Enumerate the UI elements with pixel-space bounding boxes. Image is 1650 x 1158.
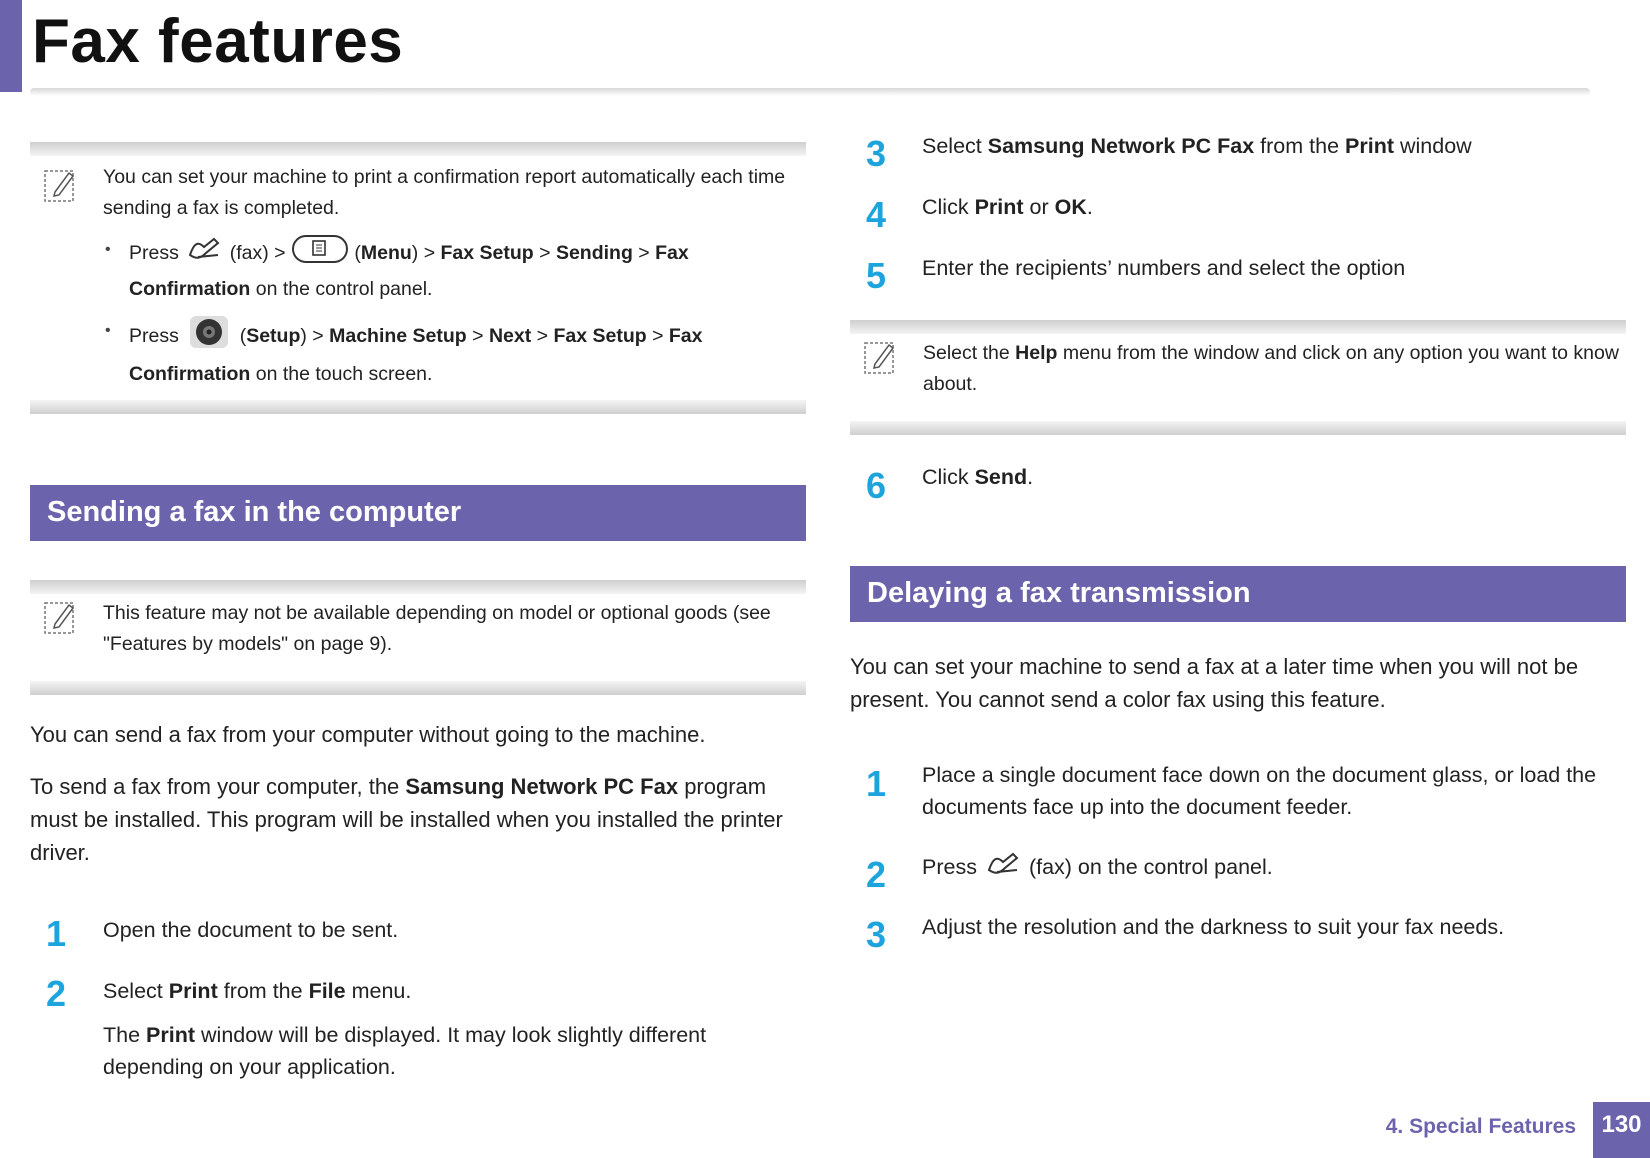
chapter-label: 4. Special Features <box>1385 1115 1576 1138</box>
print-label: Print <box>974 195 1024 219</box>
step-item <box>922 461 1622 493</box>
note-text: This feature may not be available depending on model or optional goods (see "Features by models" on page 9). <box>103 602 771 655</box>
step-text: window <box>1400 134 1472 158</box>
fax-confirmation-label: Fax Confirmation <box>129 242 689 300</box>
step-text: from the <box>1260 134 1340 158</box>
note-text: menu from the window and click on any option you want to know about. <box>923 342 1619 395</box>
next-label: Next <box>488 325 532 348</box>
fax-setup-label: Fax Setup <box>553 325 647 348</box>
requirement-paragraph <box>30 770 808 869</box>
separator: > <box>539 242 551 265</box>
note-bottom-rule <box>850 421 1626 435</box>
step-text: Click <box>922 465 969 489</box>
bullet-text: (fax) > <box>229 242 286 265</box>
step-number: 3 <box>866 914 887 955</box>
step-text: Adjust the resolution and the darkness to suit your fax needs. <box>922 915 1505 939</box>
page-title: Fax features <box>32 7 404 76</box>
note-box-availability <box>30 580 806 695</box>
fax-icon <box>983 850 1023 887</box>
program-name: Samsung Network PC Fax <box>405 774 679 799</box>
step-text: (fax) on the control panel. <box>1028 855 1273 880</box>
bullet-text: on the touch screen. <box>255 363 433 385</box>
step-text: Click <box>922 195 969 219</box>
note-box-confirmation <box>30 142 806 414</box>
note-text: You can set your machine to print a confirmation report automatically each time sending a fax is completed. <box>103 166 786 219</box>
print-label: Print <box>146 1023 196 1047</box>
list-item-touch-screen <box>103 315 806 390</box>
step-text: The <box>103 1023 141 1047</box>
page-number: 130 <box>1593 1102 1650 1158</box>
bullet-text: on the control panel. <box>255 278 433 300</box>
fax-icon <box>184 235 224 273</box>
file-label: File <box>308 979 346 1003</box>
delay-intro-paragraph: You can set your machine to send a fax at a later time when you will not be present. You cannot send a color fax using this feature. <box>850 654 1579 712</box>
step-text: Press <box>922 855 977 880</box>
step-number: 5 <box>866 255 887 296</box>
note-icon <box>44 600 76 636</box>
note-text: Select the <box>923 342 1010 364</box>
step-text: window will be displayed. It may look slightly different depending on your application. <box>103 1023 707 1079</box>
step-item <box>922 850 1622 887</box>
note-top-rule <box>850 320 1626 334</box>
step-item <box>922 130 1622 162</box>
step-item <box>922 191 1622 223</box>
separator: > <box>536 325 549 348</box>
step-number: 1 <box>46 913 67 954</box>
program-name: Samsung Network PC Fax <box>987 134 1255 158</box>
section-heading-sending-fax: Sending a fax in the computer <box>30 485 806 541</box>
menu-button-icon <box>291 234 349 274</box>
note-bottom-rule <box>30 681 806 695</box>
print-label: Print <box>1345 134 1395 158</box>
intro-paragraph: You can send a fax from your computer without going to the machine. <box>30 722 706 747</box>
step-number: 1 <box>866 763 887 804</box>
setup-icon <box>184 315 234 359</box>
note-icon <box>44 168 76 204</box>
step-text: . <box>1027 465 1034 489</box>
note-top-rule <box>30 142 806 156</box>
title-divider <box>30 88 1590 96</box>
step-number: 2 <box>46 973 67 1014</box>
bullet-text: Press <box>129 325 179 348</box>
bullet-text: ( <box>354 242 361 265</box>
separator: > <box>638 242 650 265</box>
bullet-text: Press <box>129 242 179 265</box>
list-item-control-panel <box>103 234 806 305</box>
print-label: Print <box>168 979 218 1003</box>
note-top-rule <box>30 580 806 594</box>
step-text: from the <box>223 979 303 1003</box>
step-number: 3 <box>866 133 887 174</box>
step-item <box>103 975 803 1083</box>
step-text: Select <box>922 134 982 158</box>
ok-label: OK <box>1054 195 1087 219</box>
step-text: Place a single document face down on the document glass, or load the documents face up into the document feeder. <box>922 763 1597 819</box>
step-text: Open the document to be sent. <box>103 918 399 942</box>
note-icon <box>864 340 896 376</box>
separator: > <box>472 325 484 348</box>
step-text: Select <box>103 979 163 1003</box>
step-detail <box>103 1019 763 1083</box>
step-text: Enter the recipients’ numbers and select the option <box>922 256 1406 280</box>
setup-label: Setup <box>246 325 301 348</box>
sending-label: Sending <box>555 242 633 265</box>
separator: > <box>652 325 664 348</box>
bullet-text: ) > <box>300 325 324 348</box>
send-label: Send <box>974 465 1028 489</box>
note-text-container <box>923 338 1626 400</box>
fax-setup-label: Fax Setup <box>440 242 534 265</box>
step-text: or <box>1029 195 1049 219</box>
note-bottom-rule <box>30 400 806 414</box>
paragraph-text: To send a fax from your computer, the <box>30 774 400 799</box>
section-heading-delaying-fax: Delaying a fax transmission <box>850 566 1626 622</box>
paragraph-text: program must be installed. This program will be installed when you installed the printer driver. <box>30 774 783 865</box>
bullet-text: ( <box>239 325 247 348</box>
step-number: 2 <box>866 854 887 895</box>
step-number: 4 <box>866 194 887 235</box>
fax-confirmation-label: Fax Confirmation <box>129 325 703 385</box>
machine-setup-label: Machine Setup <box>329 325 467 348</box>
help-label: Help <box>1015 342 1058 364</box>
menu-label: Menu <box>360 242 412 265</box>
note-box-help <box>850 320 1626 435</box>
title-accent-bar <box>0 0 22 92</box>
step-number: 6 <box>866 465 887 506</box>
bullet-text: ) > <box>411 242 436 265</box>
step-text: . <box>1086 195 1093 219</box>
step-text: menu. <box>351 979 412 1003</box>
